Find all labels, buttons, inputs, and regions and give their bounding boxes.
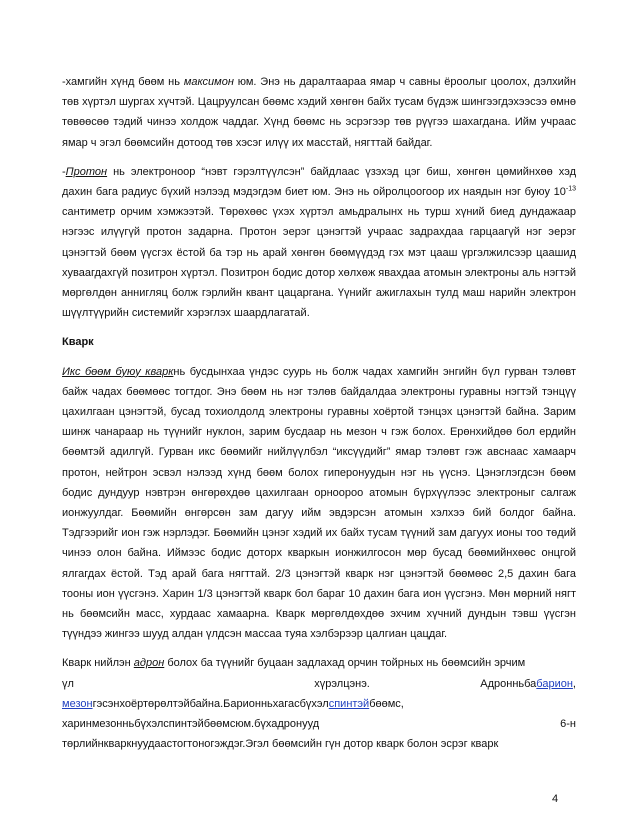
text-run: сантиметр орчим хэмжээтэй. Төрөхөөс үхэх хүртэл амьдралынх нь турш хүний биед дундажаар нэгээс илүүгүй протон задарна. Протон эерэг цэнэгтэй учраас задрахдаа гарцаагүй нэг эерэг цэнэгтэй бөөм үүсгэх ёстой ба тэр нь арай хөнгөн бөөмүүдэд гэх мэт цааш үргэлжилсээр цаашид хуваагдахгүй позитрон хүртэл. Позитрон бодис дотор хөлхөж явахдаа атомын электроны аль нэгтэй мөргөлдөн аннигляц болж гэрлийн квант цацаргана. Үүнийг ажиглахын тулд маш нарийн электрон шүүлтүүрийн системийг хэрэглэх шаардлагатай. — [62, 206, 576, 320]
term-maximon: максимон — [183, 76, 234, 88]
text-run: болох ба түүнийг буцаан задлахад орчин тойрных нь бөөмсийн эрчим — [164, 657, 526, 670]
link-spin[interactable]: спинтэй — [328, 697, 370, 710]
text-run: гэсэнхоёртөрөлтэйбайна.Барионньхагасбүхэл — [92, 697, 329, 710]
text-run: 6-н — [560, 718, 576, 731]
exponent: -13 — [565, 185, 576, 193]
text-run: - — [62, 165, 66, 178]
text-run: үл — [62, 677, 74, 690]
paragraph-quark — [62, 362, 576, 645]
term-x-particle: Икс бөөм буюу кварк — [62, 365, 174, 378]
hadron-line-4 — [62, 714, 576, 734]
hadron-line-3 — [62, 694, 576, 714]
text-run: хүрэлцэнэ. — [314, 677, 370, 690]
page-number: 4 — [552, 793, 559, 805]
text-run: нь электроноор “нэвт гэрэлтүүлсэн” байдлаас үзэхэд цэг биш, хөнгөн цөмийнхөө хэд дахин бага радиус бүхий нэлээд мэдэгдэм биет юм. Энэ нь ойролцоогоор их наядын нэг буюу 10 — [62, 165, 576, 199]
section-heading-quark: Кварк — [62, 336, 94, 349]
term-proton: Протон — [65, 165, 108, 178]
text-run: бөөмс, — [369, 697, 404, 710]
link-mezon[interactable]: мезон — [62, 697, 93, 710]
text-run: Адронньба — [480, 677, 537, 690]
term-adron: адрон — [133, 657, 165, 670]
hadron-line-5: төрлийнкваркнуудаастогтоногэждэг.Эгэл бөөмсийн гүн дотор кварк болон эсрэг кварк — [62, 738, 499, 751]
paragraph-maximon — [62, 72, 576, 153]
text-run: Кварк нийлэн — [62, 657, 134, 670]
paragraph-hadron — [62, 653, 576, 673]
text-run: юм. Энэ нь даралтаараа ямар ч савны ёроолыг цоолох, дэлхийн төв хүртэл шургах хүчтэй. Цацруулсан бөөмс хэдий хөнгөн байх тусам бүдэж шингээгдэхээсээ өмнө төвөөсөө тэдий чинээ холдож чаддаг. Хүнд бөөмс нь эсрэгээр төв рүүгээ шахагдана. Ийм учраас ямар ч эгэл бөөмсийн дотоод төв хэсэг илүү их масстай, нягттай байдаг. — [62, 76, 576, 149]
text-run: , — [572, 677, 576, 690]
text-run: харинмезонньбүхэлспинтэйбөөмсюм.бүхадронууд — [62, 718, 320, 731]
paragraph-proton — [62, 162, 576, 324]
text-run: нь бусдынхаа үндэс суурь нь болж чадах хамгийн энгийн бүл гурван тэлөвт байж чадах бөөмөөс тогтдог. Энэ бөөм нь нэг тэлөв байдалдаа электроны гуравны нэгтэй тэнцүү цахилгаан цэнэгтэй, бусад тохиолдолд электроны гуравны хоёртой тэнцэх цэнэгтэй байна. Зарим шинж чанараар нь түүнийг нуклон, зарим бусдаар нь мезон ч гэж болох. Ерөнхийдөө бол ердийн бөөмтэй адилгүй. Гурван икс бөөмийг нийлүүлбэл “иксүүдийг” ямар тэлөвт гэж авснаас хамаарч протон, нейтрон эсвэл нэлээд хүнд бөөм болох гиперонуудын нэг нь үүснэ. Цэнэглэгдсэн бөөм бодис дундуур нэвтрэн өнгөрөхдөө цахилгаан орноороо атомын бүрхүүлээс электроныг салгаж ионжуулдаг. Бөөмийн өнгөрсөн зам дагуу ийм эвдэрсэн атомын хэлхээ бий болдог байна. Тэдгээрийг ион гэж нэрлэдэг. Бөөмийн цэнэг хэдий их байх тусам түүний зам дагуух ионы тоо төдий чинээ олон байна. Иймээс бодис доторх кваркын ионжилгосон мөр бусад бөөмийнхөөс онцгой ялгагдах ёстой. Тэд арай бага нягттай. 2/3 цэнэгтэй кварк нэг цэнэгтэй бөөмөөс 2,5 дахин бага тооны ион үүсгэнэ. Харин 1/3 цэнэгтэй кварк бол бараг 10 дахин бага ион үүсгэнэ. Мөн мөрний нягт нь бөөмсийн масс, хурдаас хамаарна. Кварк мөргөлдөхдөө эхчим хүчний дундын тэвш үүсгэн түүндээ жингээ шууд алдан үлдсэн массаа туяа хэлбэрээр цалгиан цацдаг. — [62, 365, 576, 641]
text-run: -хамгийн хүнд бөөм нь — [62, 76, 184, 88]
link-barion[interactable]: барион — [536, 677, 573, 690]
hadron-line-2 — [62, 674, 576, 694]
hadron-link-group — [480, 674, 576, 694]
page-content — [62, 72, 576, 755]
